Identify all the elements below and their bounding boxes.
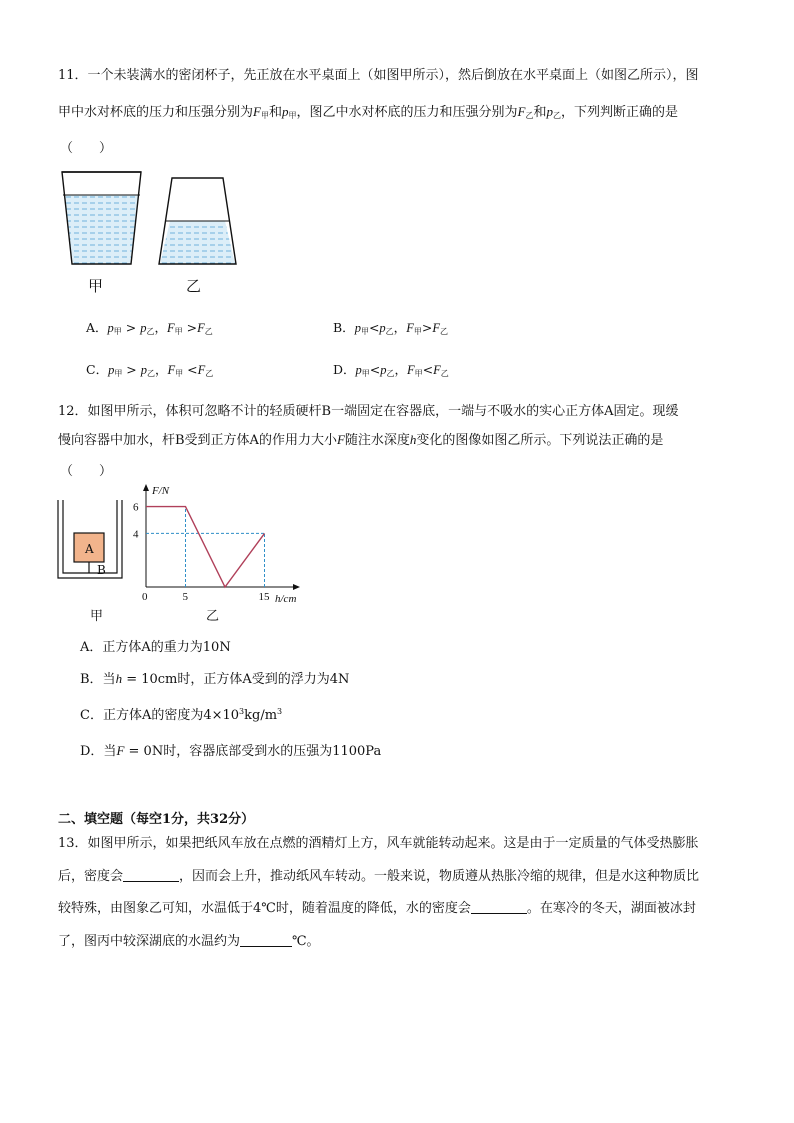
comma: ， <box>154 320 167 335</box>
subscript-jia: 甲 <box>360 327 369 336</box>
y-tick-label: 4 <box>133 528 139 541</box>
cup-jia <box>62 172 141 264</box>
q12-line2-b: 随注水深度 <box>344 433 410 448</box>
q11-option-a[interactable] <box>86 318 213 337</box>
q12-figure-label-jia: 甲 <box>90 609 104 624</box>
subscript-yi: 乙 <box>386 369 395 378</box>
x-tick-label: 15 <box>258 591 270 603</box>
symbol-p: p <box>107 321 114 335</box>
subscript-jia: 甲 <box>361 369 370 378</box>
q11-figure-label-yi: 乙 <box>186 277 202 295</box>
symbol-p: p <box>140 321 147 335</box>
q12-answer-paren: （ ） <box>60 464 113 479</box>
q13-line2-a: 后，密度会 <box>58 869 124 884</box>
answer-blank-3[interactable] <box>240 934 292 947</box>
x-axis-arrow <box>293 584 300 590</box>
subscript-jia: 甲 <box>414 369 423 378</box>
exponent: 3 <box>277 707 283 716</box>
answer-blank-1[interactable] <box>123 869 179 882</box>
option-letter: B． <box>333 320 355 335</box>
relation: > <box>182 320 198 335</box>
symbol-p: p <box>355 363 362 377</box>
relation: > <box>122 362 141 377</box>
option-c-text: C．正方体A的密度为4×10 <box>80 708 240 723</box>
q12-option-c[interactable] <box>80 704 282 723</box>
option-b-prefix: B．当 <box>80 672 116 687</box>
symbol-F: F <box>166 321 175 335</box>
q11-line2-c: ，图乙中水对杯底的压力和压强分别为 <box>296 105 518 120</box>
q12-option-b[interactable] <box>80 668 349 687</box>
q13-line2 <box>58 865 699 884</box>
relation: > <box>121 320 141 335</box>
option-letter: C． <box>86 362 109 377</box>
symbol-F: F <box>197 321 205 335</box>
q12-option-a[interactable]: A．正方体A的重力为10N <box>80 640 231 655</box>
q12-line1: 12．如图甲所示，体积可忽略不计的轻质硬杆B一端固定在容器底，一端与不吸水的实心正方体A固定。现缓 <box>58 404 679 419</box>
q11-line2-a: 甲中水对杯底的压力和压强分别为 <box>58 105 254 120</box>
q11-option-d[interactable] <box>333 360 449 379</box>
symbol-F: F <box>197 363 206 377</box>
option-d-text: = 0N时，容器底部受到水的压强为1100Pa <box>124 744 382 759</box>
symbol-p: p <box>108 363 115 377</box>
subscript-jia: 甲 <box>114 369 123 378</box>
symbol-p: p <box>140 363 147 377</box>
symbol-p: p <box>281 104 289 119</box>
q12-line2-c: 变化的图像如图乙所示。下列说法正确的是 <box>416 433 664 448</box>
symbol-h: h <box>115 671 123 686</box>
symbol-F: F <box>167 363 176 377</box>
y-axis-label: F/N <box>152 485 170 497</box>
subscript-yi: 乙 <box>204 327 213 336</box>
relation: < <box>183 362 198 377</box>
symbol-F: F <box>406 321 414 335</box>
chart-axes <box>143 484 300 590</box>
q13-line1: 13．如图甲所示，如果把纸风车放在点燃的酒精灯上方，风车就能转动起来。这是由于一定质量的气体受热膨胀 <box>58 836 699 851</box>
q11-answer-paren: （ ） <box>60 141 113 156</box>
q12-line2-a: 慢向容器中加水，杆B受到正方体A的作用力大小 <box>58 433 337 448</box>
q13-line3-b: 。在寒冷的冬天，湖面被冰封 <box>526 901 696 916</box>
section-title: 二、填空题（每空1分，共32分） <box>58 812 255 827</box>
symbol-F: F <box>407 363 415 377</box>
symbol-p: p <box>546 104 553 119</box>
subscript-yi: 乙 <box>439 327 448 336</box>
q11-figure-label-jia: 甲 <box>88 277 104 295</box>
q13-line4 <box>58 930 320 949</box>
symbol-h: h <box>409 432 417 447</box>
relation: < <box>369 362 381 377</box>
q12-figure-label-yi: 乙 <box>206 609 220 624</box>
subscript-yi: 乙 <box>146 327 155 336</box>
q11-line2-b: 和 <box>268 105 282 120</box>
comma: ， <box>394 362 408 377</box>
q13-line2-b: ，因而会上升，推动纸风车转动。一般来说，物质遵从热胀冷缩的规律，但是水这种物质比 <box>179 869 700 884</box>
subscript-yi: 乙 <box>147 369 155 378</box>
q12-container-figure <box>56 500 126 582</box>
cube-label: A <box>85 542 94 556</box>
relation: > <box>421 320 433 335</box>
subscript-yi: 乙 <box>205 369 214 378</box>
option-letter: D． <box>333 362 356 377</box>
subscript-jia: 甲 <box>288 111 297 120</box>
symbol-F: F <box>253 104 261 119</box>
relation: < <box>422 362 434 377</box>
force-depth-chart <box>125 480 315 610</box>
x-axis-label: h/cm <box>275 593 297 605</box>
symbol-F: F <box>517 104 526 119</box>
symbol-F: F <box>336 432 345 447</box>
symbol-p: p <box>380 363 387 377</box>
symbol-F: F <box>432 321 440 335</box>
q11-line1: 11．一个未装满水的密闭杯子，先正放在水平桌面上（如图甲所示），然后倒放在水平桌面上（如图乙所示），图 <box>58 68 699 83</box>
q11-line2-d: 和 <box>533 105 547 120</box>
option-b-text: = 10cm时，正方体A受到的浮力为4N <box>122 672 350 687</box>
subscript-jia: 甲 <box>113 327 122 336</box>
relation: < <box>368 320 380 335</box>
subscript-jia: 甲 <box>175 369 184 378</box>
q13-line3-a: 较特殊，由图象乙可知，水温低于4℃时，随着温度的降低，水的密度会 <box>58 901 471 916</box>
rod-label: B <box>97 563 106 577</box>
symbol-p: p <box>354 321 361 335</box>
option-d-prefix: D．当 <box>80 744 117 759</box>
subscript-jia: 甲 <box>260 111 269 120</box>
subscript-yi: 乙 <box>440 369 449 378</box>
q11-cups-figure <box>58 170 248 295</box>
symbol-F: F <box>116 743 125 758</box>
exponent: 3 <box>239 707 245 716</box>
subscript-yi: 乙 <box>525 111 534 120</box>
q12-line2 <box>58 429 663 448</box>
y-tick-label: 6 <box>133 501 139 514</box>
symbol-F: F <box>433 363 441 377</box>
q11-option-b[interactable] <box>333 318 448 337</box>
x-tick-label: 5 <box>182 591 188 603</box>
force-series-line <box>146 507 265 587</box>
subscript-yi: 乙 <box>385 327 394 336</box>
q11-line2-e: ，下列判断正确的是 <box>560 105 678 120</box>
subscript-jia: 甲 <box>174 327 183 336</box>
q11-option-c[interactable] <box>86 360 213 379</box>
subscript-jia: 甲 <box>413 327 422 336</box>
q13-line3 <box>58 897 696 916</box>
q13-line4-b: ℃。 <box>292 934 320 949</box>
comma: ， <box>155 362 168 377</box>
answer-blank-2[interactable] <box>471 901 527 914</box>
x-tick-label: 0 <box>142 591 148 603</box>
q11-line2 <box>58 101 678 121</box>
option-c-unit: kg/m <box>244 708 278 723</box>
option-letter: A． <box>86 320 108 335</box>
subscript-yi: 乙 <box>552 111 561 120</box>
symbol-p: p <box>379 321 386 335</box>
q13-line4-a: 了，图丙中较深湖底的水温约为 <box>58 934 241 949</box>
y-axis-arrow <box>143 484 149 491</box>
q12-option-d[interactable] <box>80 740 381 759</box>
cup-yi <box>159 178 236 264</box>
comma: ， <box>393 320 407 335</box>
